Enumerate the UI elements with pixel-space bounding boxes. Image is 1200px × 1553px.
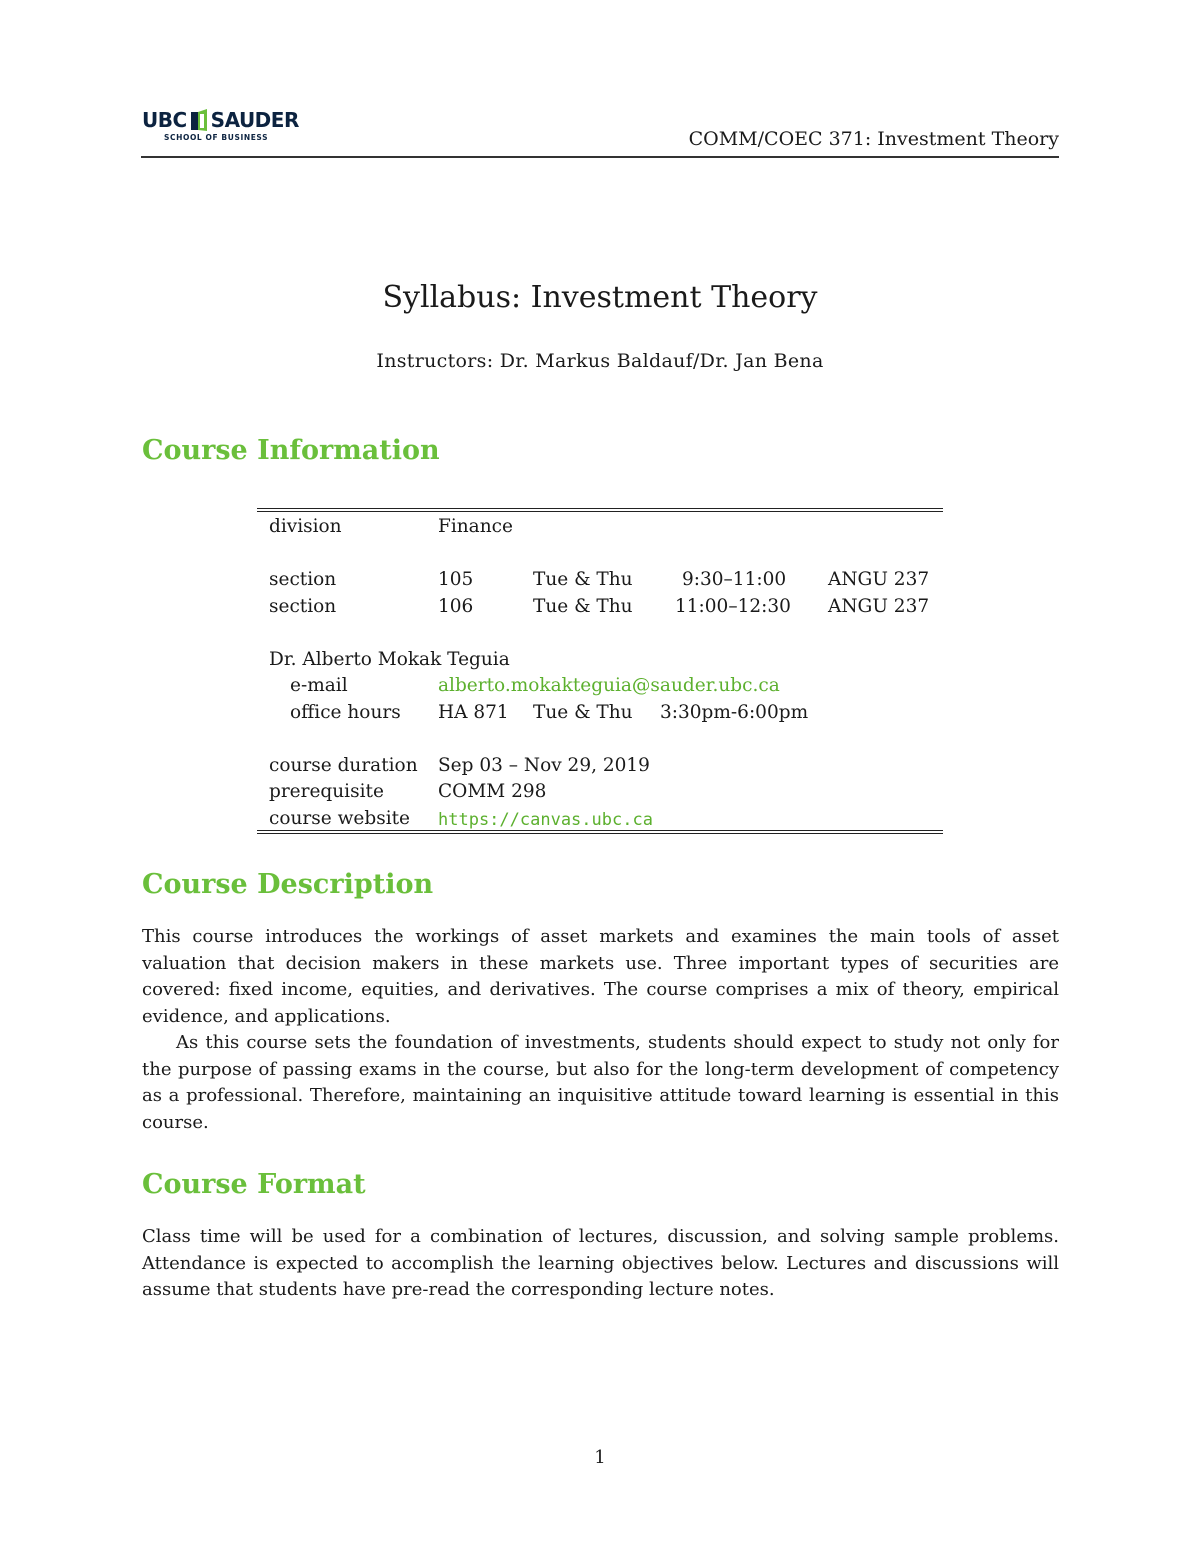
table-bottom-rule	[257, 830, 943, 834]
description-paragraph-1: This course introduces the workings of asset markets and examines the main tools of asset valuation that decision makers in these markets use. Three important types of securities are covered: fixed income, equities, and derivatives. The course comprises a mix of theory, empirical evidence, and applications.	[142, 926, 1059, 1027]
ta-name: Dr. Alberto Mokak Teguia	[269, 649, 510, 670]
email-label: e-mail	[290, 675, 348, 696]
section-number: 106	[438, 596, 474, 617]
format-paragraph-1: Class time will be used for a combination of lectures, discussion, and solving sample problems. Attendance is expected to accomplish the learning objectives below. Lectures and discussions will assume that students have pre-read the corresponding lecture notes.	[142, 1226, 1059, 1300]
section-label: section	[269, 569, 337, 590]
running-header-course-code: COMM/COEC 371: Investment Theory	[688, 128, 1059, 150]
prerequisite-value: COMM 298	[438, 781, 547, 802]
email-link[interactable]: alberto.mokakteguia@sauder.ubc.ca	[438, 675, 780, 696]
office-time: 3:30pm-6:00pm	[660, 702, 809, 723]
instructors-line: Instructors: Dr. Markus Baldauf/Dr. Jan Bena	[376, 350, 824, 372]
page-title: Syllabus: Investment Theory	[382, 280, 818, 315]
logo-mark-icon	[190, 109, 208, 131]
duration-value: Sep 03 – Nov 29, 2019	[438, 755, 650, 776]
logo-subtext: SCHOOL OF BUSINESS	[164, 133, 269, 142]
ubc-sauder-logo	[142, 107, 307, 147]
logo-text-ubc: UBC	[142, 108, 187, 132]
heading-course-description: Course Description	[142, 869, 434, 900]
office-hours-label: office hours	[290, 702, 401, 723]
logo-text-sauder: SAUDER	[210, 108, 299, 132]
office-room: HA 871	[438, 702, 509, 723]
office-days: Tue & Thu	[533, 702, 633, 723]
heading-course-format: Course Format	[142, 1169, 366, 1200]
division-label: division	[269, 516, 342, 537]
heading-course-information: Course Information	[142, 435, 440, 466]
page-number: 1	[594, 1447, 606, 1468]
section-time: 11:00–12:30	[675, 596, 791, 617]
section-room: ANGU 237	[828, 596, 930, 617]
section-room: ANGU 237	[828, 569, 930, 590]
prerequisite-label: prerequisite	[269, 781, 384, 802]
section-days: Tue & Thu	[533, 596, 633, 617]
course-info-table	[257, 508, 943, 834]
section-label: section	[269, 596, 337, 617]
description-paragraph-2: As this course sets the foundation of investments, students should expect to study not only for the purpose of passing exams in the course, but also for the long-term development of competency as a professional. Therefore, maintaining an inquisitive attitude toward learning is essential in this course.	[142, 1032, 1059, 1133]
website-link[interactable]: https://canvas.ubc.ca	[438, 810, 653, 830]
section-days: Tue & Thu	[533, 569, 633, 590]
website-label: course website	[269, 808, 410, 829]
division-value: Finance	[438, 516, 513, 537]
section-number: 105	[438, 569, 474, 590]
header-divider	[141, 156, 1059, 158]
duration-label: course duration	[269, 755, 418, 776]
section-time: 9:30–11:00	[682, 569, 787, 590]
